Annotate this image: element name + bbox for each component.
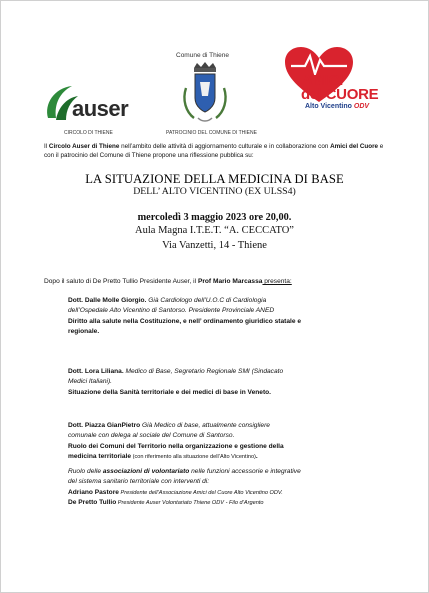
volunteer-name: De Pretto Tullio bbox=[68, 498, 117, 506]
volunteers-text-2: nelle funzioni accessorie e integrative bbox=[189, 468, 301, 475]
speaker-topic: Situazione della Sanità territoriale e dei medici di base in Veneto. bbox=[68, 388, 272, 396]
speaker-role-cont: Medici Italiani). bbox=[68, 378, 112, 386]
auser-caption: CIRCOLO DI THIENE bbox=[64, 130, 113, 136]
speaker-topic-cont: regionale. bbox=[68, 327, 100, 335]
speaker-name: Dott. Lora Liliana. bbox=[68, 368, 124, 375]
greeting-text-1: Dopo il saluto di De Pretto Tullio Presidente Auser, il bbox=[44, 278, 198, 285]
volunteer-role: Presidente Auser Volontariato Thiene ODV - Filo d’Argento bbox=[116, 499, 264, 506]
speaker-topic-end: . bbox=[255, 452, 258, 460]
speaker-role-cont: comunale con delega al sociale del Comune di Santorso. bbox=[68, 432, 235, 440]
volunteer-name: Adriano Pastore bbox=[68, 488, 119, 496]
amici-line-2: del CUORE bbox=[301, 86, 379, 103]
speaker-topic-cont: medicina territoriale bbox=[68, 452, 132, 460]
speaker-role-cont: dell’Ospedale Alto Vicentino di Santorso. Presidente Provinciale ANED bbox=[68, 307, 275, 315]
speaker-block-1 bbox=[68, 296, 368, 337]
speaker-topic: Ruolo dei Comuni del Territorio nella organizzazione e gestione della bbox=[68, 442, 284, 450]
event-venue: Aula Magna I.T.E.T. “A. CECCATO” bbox=[135, 225, 294, 236]
intro-org-auser: Circolo Auser di Thiene bbox=[48, 143, 120, 150]
speaker-topic: Diritto alla salute nella Costituzione, e nell’ ordinamento giuridico statale e bbox=[68, 317, 302, 325]
intro-text-3: e con il patrocinio del Comune di Thiene propone una riflessione pubblica su: bbox=[44, 143, 384, 159]
intro-paragraph bbox=[44, 143, 388, 160]
speaker-topic-note: (con riferimento alla situazione dell’Alto Vicentino) bbox=[131, 453, 256, 460]
event-date: mercoledì 3 maggio 2023 ore 20,00. bbox=[137, 212, 292, 223]
volunteers-text-1: Ruolo delle bbox=[68, 468, 103, 475]
amici-line-3 bbox=[305, 103, 369, 110]
coat-of-arms-icon bbox=[180, 62, 230, 124]
speaker-role: Già Medico di base, attualmente consigliere bbox=[140, 422, 270, 429]
logo-strip bbox=[0, 0, 429, 150]
event-title: LA SITUAZIONE DELLA MEDICINA DI BASE bbox=[85, 172, 344, 186]
moderator-name: Prof Mario Marcassa bbox=[197, 278, 263, 285]
event-subtitle: DELL’ ALTO VICENTINO (EX ULSS4) bbox=[133, 186, 296, 197]
auser-wordmark: auser bbox=[72, 96, 129, 121]
intro-org-amici: Amici del Cuore bbox=[330, 143, 379, 150]
intro-text-1: Il bbox=[44, 143, 49, 150]
greeting-text-2: presenta: bbox=[262, 278, 292, 285]
volunteers-assoc: associazioni di volontariato bbox=[102, 468, 190, 475]
event-address: Via Vanzetti, 14 - Thiene bbox=[162, 240, 267, 251]
amici-odv: ODV bbox=[353, 103, 370, 110]
speaker-role: Medico di Base, Segretario Regionale SMI (Sindacato bbox=[123, 368, 284, 375]
speaker-block-2 bbox=[68, 367, 368, 398]
amici-line-1: AMICI bbox=[302, 72, 343, 89]
volunteers-block bbox=[68, 467, 368, 508]
comune-name: Comune di Thiene bbox=[176, 52, 229, 59]
speaker-role: Già Cardiologo dell’U.O.C di Cardiologia bbox=[146, 297, 267, 304]
speaker-block-3 bbox=[68, 421, 368, 462]
comune-caption: PATROCINIO DEL COMUNE DI THIENE bbox=[166, 130, 257, 136]
volunteers-text-3: del sistema sanitario territoriale con interventi di: bbox=[68, 478, 210, 486]
volunteer-role: Presidente dell’Associazione Amici del Cuore Alto Vicentino ODV. bbox=[118, 489, 283, 496]
greeting-line bbox=[44, 278, 394, 285]
intro-text-2: nell’ambito delle attività di aggiornamento culturale e in collaborazione con bbox=[119, 143, 331, 150]
amici-region: Alto Vicentino bbox=[305, 103, 352, 110]
speaker-name: Dott. Dalle Molle Giorgio. bbox=[68, 297, 147, 304]
auser-logo bbox=[42, 76, 162, 136]
speaker-name: Dott. Piazza GianPietro bbox=[68, 422, 141, 429]
